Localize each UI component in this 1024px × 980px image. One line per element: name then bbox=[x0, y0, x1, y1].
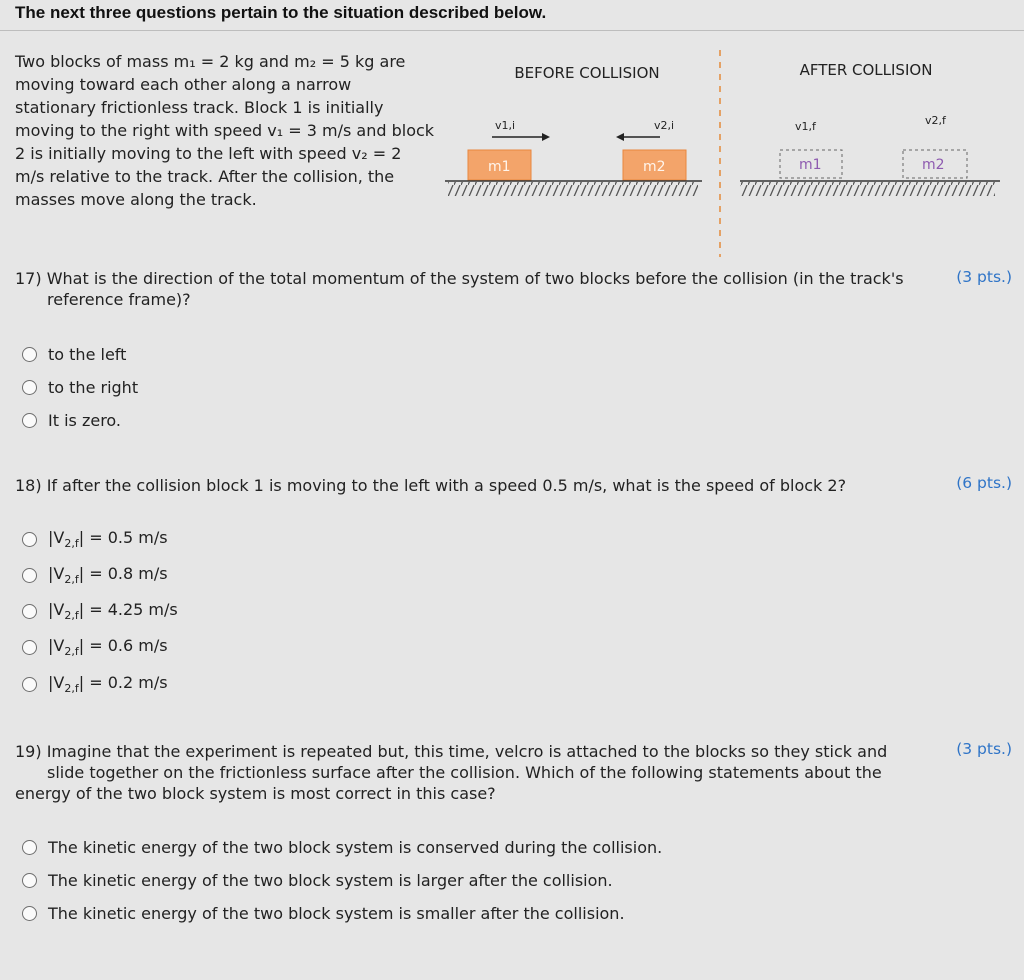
q18-abs-mid: | = bbox=[78, 673, 103, 692]
block-m2-after bbox=[903, 150, 967, 178]
q18-option-value: 0.5 m/s bbox=[107, 528, 168, 547]
radio-button[interactable] bbox=[22, 568, 37, 583]
question-17-line2: reference frame)? bbox=[47, 290, 191, 309]
q17-option-zero[interactable] bbox=[22, 409, 121, 431]
q17-option-right[interactable] bbox=[22, 376, 138, 398]
track-before bbox=[445, 181, 702, 196]
q17-option-label: It is zero. bbox=[48, 410, 122, 430]
q18-option-value: 4.25 m/s bbox=[107, 600, 178, 619]
q18-subscript: 2,f bbox=[64, 573, 79, 586]
situation-line: moving toward each other along a narrow bbox=[15, 75, 352, 94]
after-v1-label: v1,f bbox=[795, 120, 816, 133]
block-m2-before-label: m2 bbox=[643, 159, 666, 175]
q17-option-left[interactable] bbox=[22, 343, 126, 365]
q18-subscript: 2,f bbox=[64, 609, 79, 622]
q18-option-label bbox=[48, 528, 168, 550]
track-after bbox=[740, 181, 1000, 196]
radio-button[interactable] bbox=[22, 347, 37, 362]
q18-subscript: 2,f bbox=[64, 645, 79, 658]
q18-abs-prefix: |V bbox=[48, 636, 65, 655]
q18-option-label bbox=[48, 564, 168, 586]
q18-abs-prefix: |V bbox=[48, 528, 65, 547]
question-19-line1: Imagine that the experiment is repeated but, this time, velcro is attached to the blocks so they stick and bbox=[46, 742, 888, 761]
question-19-line3: energy of the two block system is most correct in this case? bbox=[15, 784, 496, 803]
situation-line: stationary frictionless track. Block 1 is initially bbox=[15, 98, 384, 117]
q18-abs-mid: | = bbox=[78, 564, 103, 583]
radio-button[interactable] bbox=[22, 640, 37, 655]
question-18-points: (6 pts.) bbox=[956, 474, 1012, 492]
question-19-text bbox=[15, 741, 930, 804]
question-19-points: (3 pts.) bbox=[956, 740, 1012, 758]
question-17-number: 17) bbox=[15, 269, 42, 288]
q19-option-conserved[interactable] bbox=[22, 836, 662, 858]
radio-button[interactable] bbox=[22, 677, 37, 692]
question-17-points: (3 pts.) bbox=[956, 268, 1012, 286]
question-19-line2: slide together on the frictionless surface after the collision. Which of the following statements about the bbox=[47, 763, 882, 782]
q17-option-label: to the left bbox=[48, 344, 127, 364]
q18-option-1[interactable] bbox=[22, 528, 168, 550]
situation-line: 2 is initially moving to the left with speed v₂ = 2 bbox=[15, 144, 402, 163]
radio-button[interactable] bbox=[22, 604, 37, 619]
q18-abs-prefix: |V bbox=[48, 564, 65, 583]
right-arrow-icon bbox=[492, 133, 550, 141]
block-m2-after-label: m2 bbox=[922, 157, 945, 173]
q19-option-label: The kinetic energy of the two block system is larger after the collision. bbox=[48, 870, 613, 890]
radio-button[interactable] bbox=[22, 380, 37, 395]
q18-subscript: 2,f bbox=[64, 537, 79, 550]
left-arrow-icon bbox=[616, 133, 660, 141]
before-v2-label: v2,i bbox=[654, 119, 675, 132]
situation-line: m/s relative to the track. After the collision, the bbox=[15, 167, 395, 186]
situation-line: moving to the right with speed v₁ = 3 m/s and block bbox=[15, 121, 435, 140]
question-17-line1: What is the direction of the total momentum of the system of two blocks before the collision (in the track's bbox=[46, 269, 904, 288]
q18-option-label bbox=[48, 636, 168, 658]
q18-option-value: 0.2 m/s bbox=[107, 673, 168, 692]
before-title: BEFORE COLLISION bbox=[514, 64, 660, 82]
q18-option-label bbox=[48, 673, 168, 695]
header-divider bbox=[0, 30, 1024, 31]
q19-option-label: The kinetic energy of the two block system is smaller after the collision. bbox=[48, 903, 625, 923]
situation-line: Two blocks of mass m₁ = 2 kg and m₂ = 5 kg are bbox=[15, 52, 406, 71]
q18-option-value: 0.6 m/s bbox=[107, 636, 168, 655]
q18-subscript: 2,f bbox=[64, 682, 79, 695]
q18-abs-prefix: |V bbox=[48, 673, 65, 692]
question-17-line bbox=[15, 268, 930, 310]
after-title: AFTER COLLISION bbox=[799, 61, 933, 79]
question-18-text bbox=[15, 475, 930, 496]
collision-diagram bbox=[440, 45, 1010, 260]
q17-option-label: to the right bbox=[48, 377, 139, 397]
situation-line: masses move along the track. bbox=[15, 190, 257, 209]
q18-option-4[interactable] bbox=[22, 636, 168, 658]
q18-abs-mid: | = bbox=[78, 636, 103, 655]
q18-option-label bbox=[48, 600, 178, 622]
q19-option-label: The kinetic energy of the two block system is conserved during the collision. bbox=[48, 837, 663, 857]
q18-abs-mid: | = bbox=[78, 528, 103, 547]
q18-abs-mid: | = bbox=[78, 600, 103, 619]
block-m1-after-label: m1 bbox=[799, 157, 822, 173]
q19-option-smaller[interactable] bbox=[22, 902, 625, 924]
question-19-line bbox=[15, 741, 930, 762]
section-header: The next three questions pertain to the situation described below. bbox=[15, 3, 547, 22]
radio-button[interactable] bbox=[22, 840, 37, 855]
radio-button[interactable] bbox=[22, 532, 37, 547]
block-m1-before-label: m1 bbox=[488, 159, 511, 175]
q18-option-5[interactable] bbox=[22, 673, 168, 695]
q19-option-larger[interactable] bbox=[22, 869, 613, 891]
after-v2-label: v2,f bbox=[925, 114, 946, 127]
radio-button[interactable] bbox=[22, 906, 37, 921]
block-m2-before bbox=[623, 150, 686, 180]
situation-text bbox=[15, 50, 455, 211]
radio-button[interactable] bbox=[22, 873, 37, 888]
question-18-number: 18) bbox=[15, 476, 42, 495]
radio-button[interactable] bbox=[22, 413, 37, 428]
block-m1-after bbox=[780, 150, 842, 178]
question-18-line1: If after the collision block 1 is moving to the left with a speed 0.5 m/s, what is the speed of block 2? bbox=[46, 476, 847, 495]
q18-option-3[interactable] bbox=[22, 600, 178, 622]
question-17-text bbox=[15, 268, 930, 310]
q18-abs-prefix: |V bbox=[48, 600, 65, 619]
before-v1-label: v1,i bbox=[495, 119, 516, 132]
question-19-number: 19) bbox=[15, 742, 42, 761]
q18-option-value: 0.8 m/s bbox=[107, 564, 168, 583]
q18-option-2[interactable] bbox=[22, 564, 168, 586]
block-m1-before bbox=[468, 150, 531, 180]
